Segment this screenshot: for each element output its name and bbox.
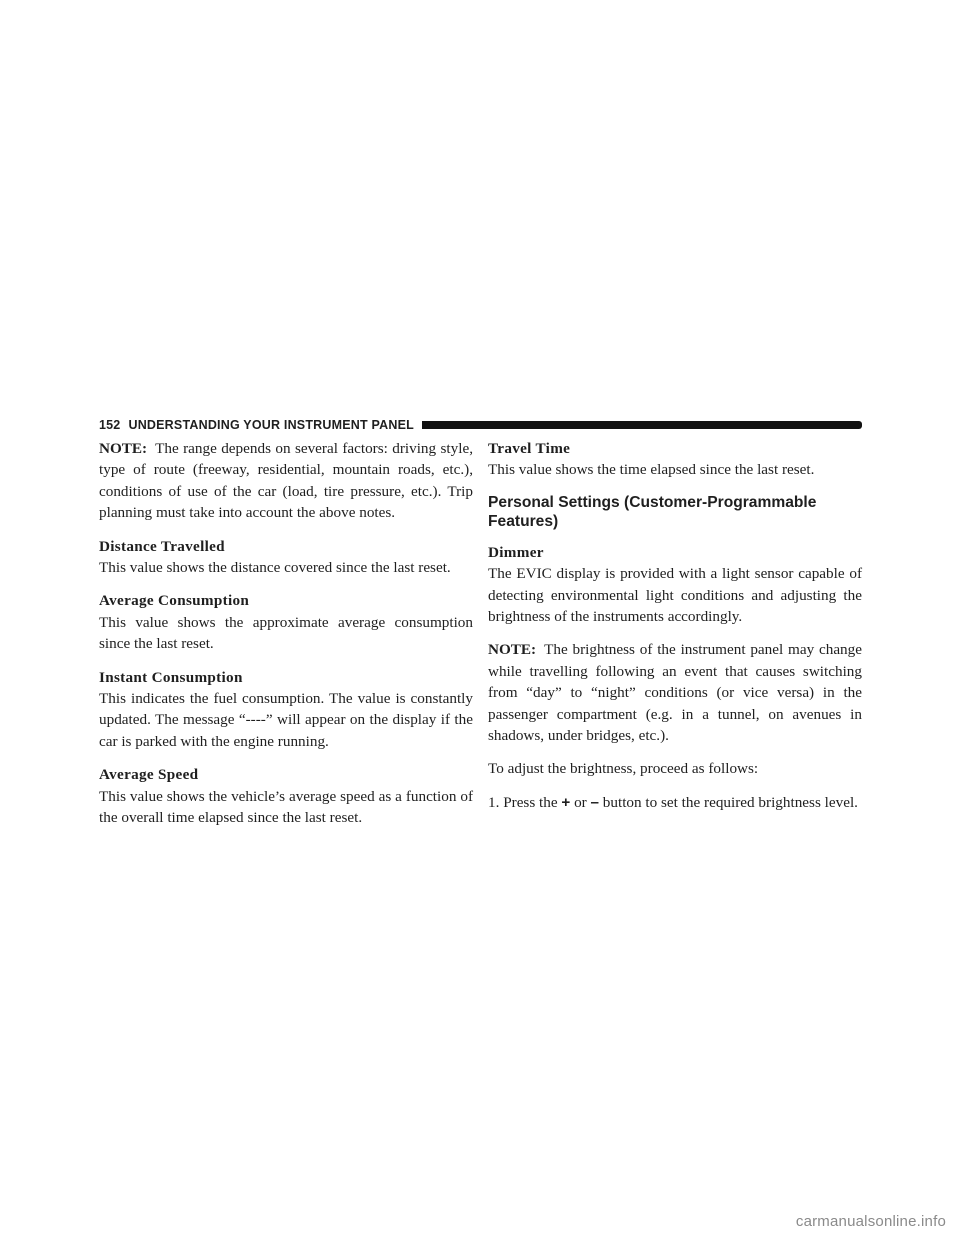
minus-symbol: – <box>590 793 599 811</box>
brightness-note-paragraph <box>488 639 862 746</box>
dimmer-title: Dimmer <box>488 543 544 561</box>
page-number: 152 <box>99 418 121 432</box>
travel-time-title: Travel Time <box>488 440 571 457</box>
step-1-start: 1. Press the <box>488 793 558 811</box>
section-title: UNDERSTANDING YOUR INSTRUMENT PANEL <box>128 418 414 432</box>
distance-travelled-title: Distance Travelled <box>99 537 225 555</box>
distance-travelled-text: This value shows the distance covered since the last reset. <box>99 559 451 577</box>
right-column <box>488 438 862 825</box>
brightness-note-text: The brightness of the instrument panel may change while travelling following an event that causes switching from “day” to “night” conditions (or vice versa) in the passenger compartment (e.g. in a tunnel, on avenues in shadows, under bridges, etc.). <box>488 641 862 745</box>
average-speed-title: Average Speed <box>99 766 199 784</box>
note-paragraph <box>99 438 473 524</box>
note-label: NOTE: <box>488 641 537 659</box>
page-header <box>99 418 862 432</box>
note-text: The range depends on several factors: driving style, type of route (freeway, residential, mountain roads, etc.), conditions of use of the car (load, tire pressure, etc.). Trip planning must take into account the above notes. <box>99 440 473 522</box>
instant-consumption-title: Instant Consumption <box>99 668 243 686</box>
note-label: NOTE: <box>99 440 148 457</box>
personal-settings-heading: Personal Settings (Customer-Programmable Features) <box>488 493 817 530</box>
average-speed-text: This value shows the vehicle’s average speed as a function of the overall time elapsed since the last reset. <box>99 787 473 827</box>
average-consumption-title: Average Consumption <box>99 592 250 610</box>
step-1-end: button to set the required brightness level. <box>602 793 858 811</box>
step-1 <box>488 792 862 813</box>
step-1-or: or <box>574 793 587 811</box>
plus-symbol: + <box>561 793 571 811</box>
watermark: carmanualsonline.info <box>795 1213 946 1230</box>
travel-time-text: This value shows the time elapsed since the last reset. <box>488 461 815 479</box>
dimmer-text: The EVIC display is provided with a light sensor capable of detecting environmental light conditions and adjusting the brightness of the instruments accordingly. <box>488 565 862 626</box>
left-column <box>99 438 473 841</box>
header-rule <box>422 421 862 429</box>
instant-consumption-text: This indicates the fuel consumption. The value is constantly updated. The message “----” will appear on the display if the car is parked with the engine running. <box>99 690 473 750</box>
adjust-brightness-intro: To adjust the brightness, proceed as follows: <box>488 760 759 778</box>
average-consumption-text: This value shows the approximate average consumption since the last reset. <box>99 613 473 653</box>
